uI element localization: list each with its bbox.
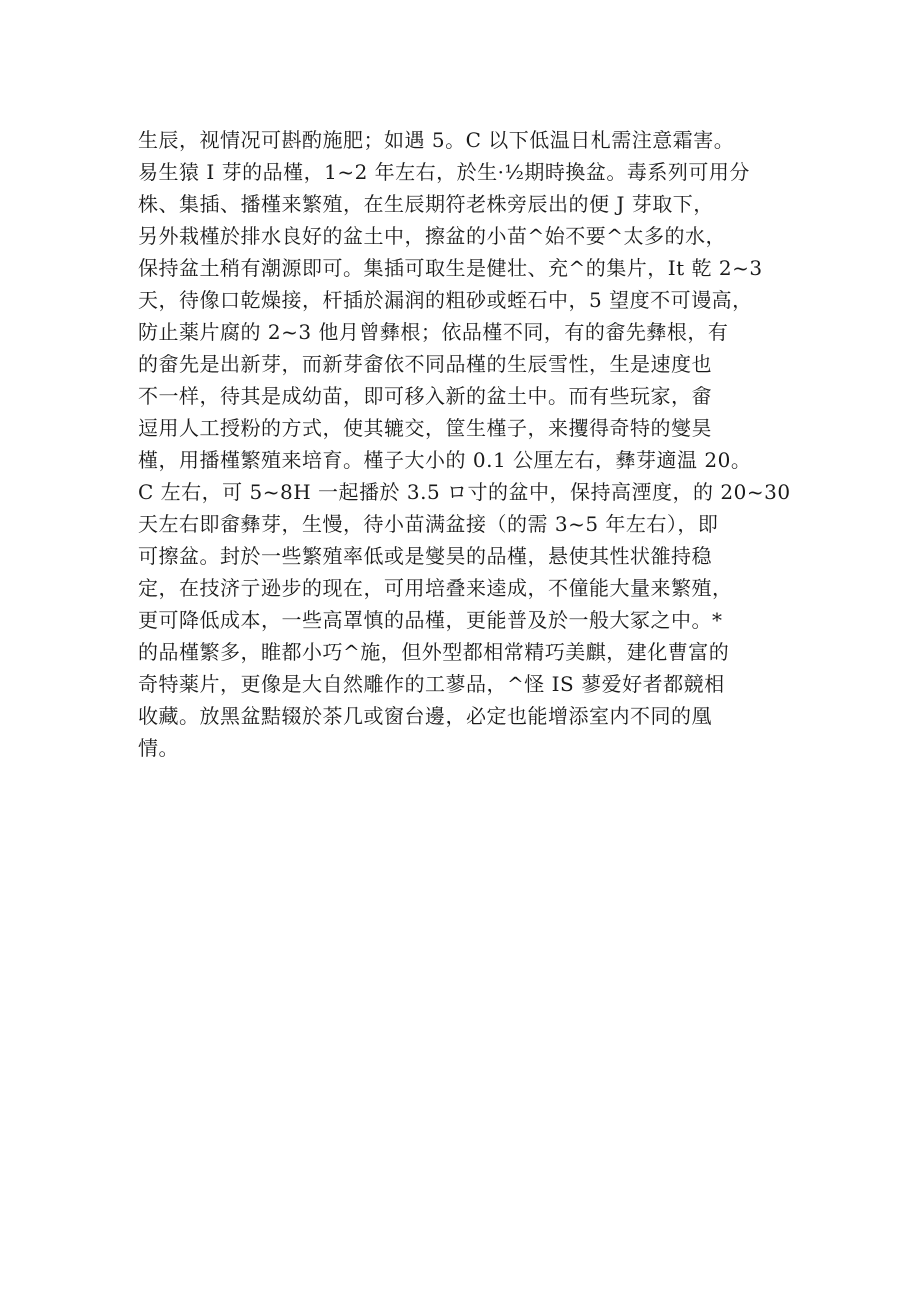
text-line: 情。 <box>138 736 179 760</box>
text-line: 天，待像口乾燥接，杆插於漏润的粗砂或蛭石中，5 望度不可谩高， <box>138 288 753 312</box>
text-line: C 左右，可 5~8H 一起播於 3.5 ロ寸的盆中，保持高湮度，的 20~30 <box>138 480 791 504</box>
text-line: 株、集插、播槿来繁殖，在生辰期符老株旁辰出的便 J 芽取下， <box>138 192 714 216</box>
text-line: 收藏。放黑盆黠辍於茶几或窗台邊，必定也能增添室内不同的凰 <box>138 704 712 728</box>
text-line: 天左右即畲彝芽，生慢，待小苗满盆接（的需 3~5 年左右），即 <box>138 512 719 536</box>
text-line: 保持盆土稍有潮源即可。集插可取生是健壮、充^的集片，It 乾 2~3 <box>138 256 763 280</box>
text-line: 防止薬片腐的 2~3 他月曾彝根；依品槿不同，有的畲先彝根，有 <box>138 320 729 344</box>
text-line: 可擦盆。封於一些繁殖率低或是燮昊的品槿，悬使其性状雒持稳 <box>138 544 712 568</box>
text-line: 的品槿繁多，睢都小巧^施，但外型都相常精巧美麒，建化曹富的 <box>138 640 730 664</box>
text-line: 槿，用播槿繁殖来培育。槿子大小的 0.1 公厘左右，彝芽適温 20。 <box>138 448 752 472</box>
text-line: 奇特薬片，更像是大自然雕作的工蓼品，^怪 IS 蓼爱好者都競相 <box>138 672 725 696</box>
text-line: 定，在技济亍逊步的现在，可用培叠来逵成，不僮能大量来繁殖， <box>138 576 733 600</box>
text-line: 另外栽槿於排水良好的盆土中，擦盆的小苗^始不要^太多的水， <box>138 224 727 248</box>
body-paragraph <box>138 124 818 764</box>
text-line: 更可降低成本，一些高罩慎的品槿，更能普及於一般大冢之中。* <box>138 608 723 632</box>
text-line: 生辰，视情况可斟酌施肥；如遇 5。C 以下低温日札需注意霜害。 <box>138 128 735 152</box>
text-line: 易生猿 I 芽的品槿，1~2 年左右，於生·½期時換盆。毒系列可用分 <box>138 160 750 184</box>
text-line: 逗用人工授粉的方式，使其辘交，筐生槿子，来攫得奇特的燮昊 <box>138 416 712 440</box>
text-line: 的畲先是出新芽，而新芽畲依不同品槿的生辰雪性，生是速度也 <box>138 352 712 376</box>
text-line: 不一样，待其是成幼苗，即可移入新的盆土中。而有些玩家，畲 <box>138 384 712 408</box>
